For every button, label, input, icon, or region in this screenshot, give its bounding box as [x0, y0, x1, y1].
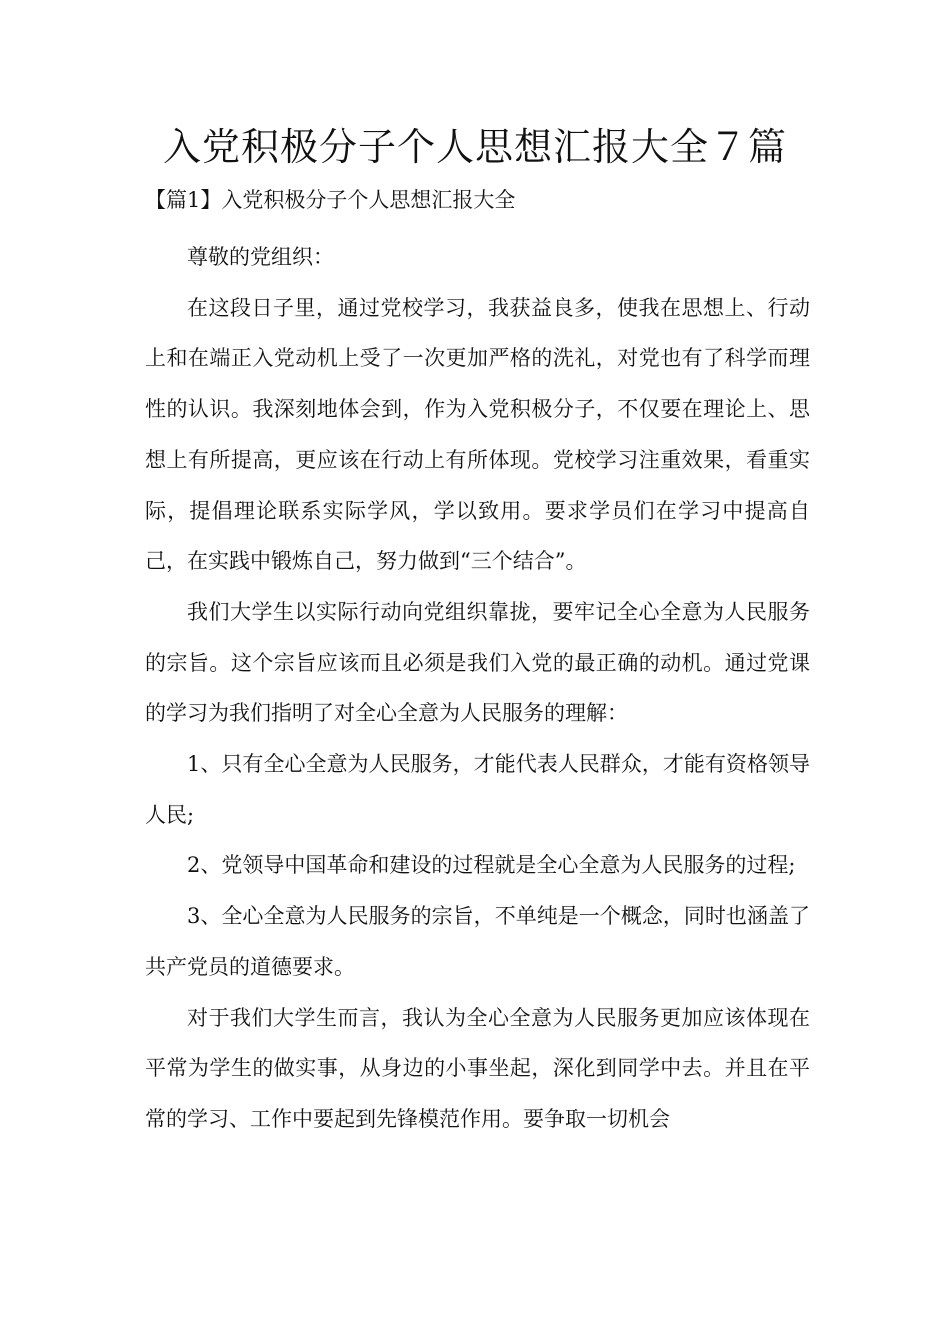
- section-heading: 【篇1】入党积极分子个人思想汇报大全: [145, 188, 516, 212]
- list-item: 1、只有全心全意为人民服务，才能代表人民群众，才能有资格领导人民;: [145, 752, 810, 827]
- paragraph: 在这段日子里，通过党校学习，我获益良多，使我在思想上、行动上和在端正入党动机上受了一次更加严格的洗礼，对党也有了科学而理性的认识。我深刻地体会到，作为入党积极分子，不仅要在理论上、思想上有所提高，更应该在行动上有所体现。党校学习注重效果，看重实际，提倡理论联系实际学风，学以致用。要求学员们在学习中提高自己，在实践中锻炼自己，努力做到“三个结合”。: [145, 295, 810, 574]
- salutation: 尊敬的党组织：: [187, 245, 334, 269]
- document-title: 入党积极分子个人思想汇报大全７篇: [162, 125, 787, 169]
- paragraph: 对于我们大学生而言，我认为全心全意为人民服务更加应该体现在平常为学生的做实事，从身边的小事坐起，深化到同学中去。并且在平常的学习、工作中要起到先锋模范作用。要争取一切机会: [145, 1005, 810, 1131]
- paragraph: 我们大学生以实际行动向党组织靠拢，要牢记全心全意为人民服务的宗旨。这个宗旨应该而且必须是我们入党的最正确的动机。通过党课的学习为我们指明了对全心全意为人民服务的理解：: [145, 599, 810, 726]
- list-item: 2、党领导中国革命和建设的过程就是全心全意为人民服务的过程;: [187, 853, 796, 878]
- document-body: [145, 232, 810, 1145]
- list-item: 3、全心全意为人民服务的宗旨，不单纯是一个概念，同时也涵盖了共产党员的道德要求。: [145, 904, 810, 979]
